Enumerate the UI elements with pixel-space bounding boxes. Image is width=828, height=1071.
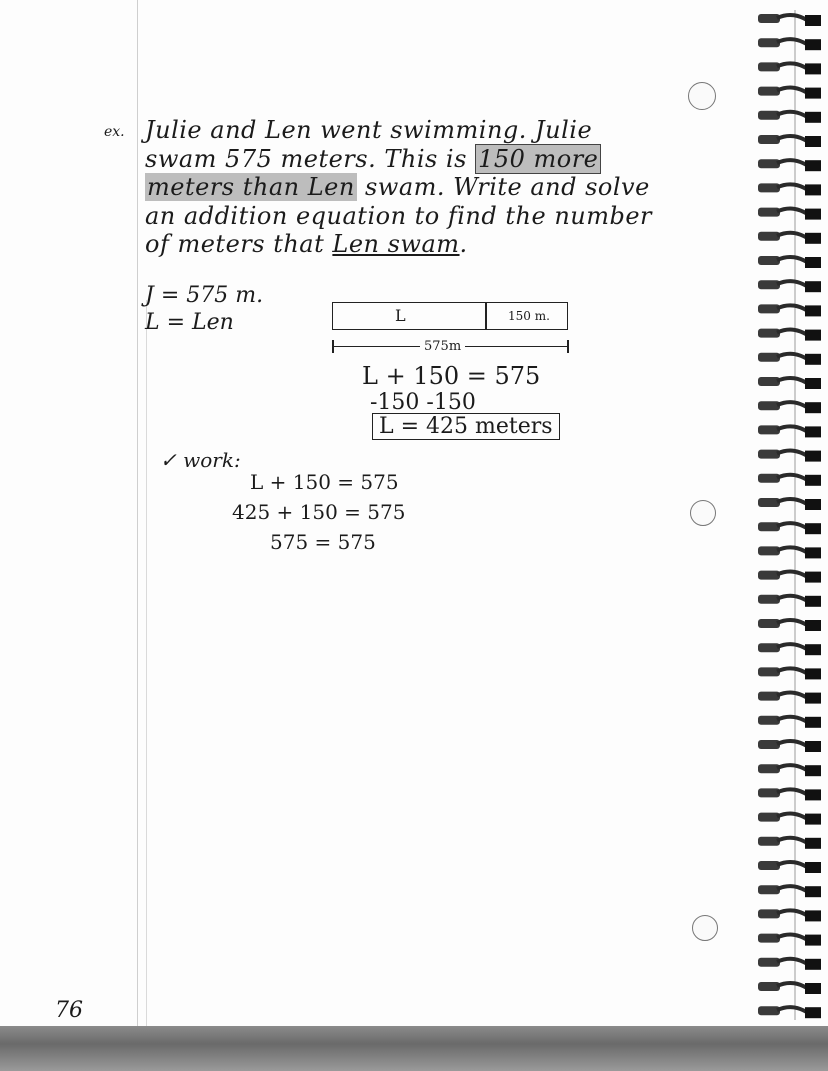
spiral-coil (758, 595, 821, 607)
spiral-wire (777, 959, 807, 964)
spiral-coil (758, 87, 821, 99)
spiral-hole (758, 329, 780, 338)
spiral-wire (777, 378, 807, 383)
spiral-loop (805, 765, 821, 776)
spiral-coil (758, 788, 821, 800)
spiral-loop (805, 789, 821, 800)
spiral-wire (777, 184, 807, 189)
spiral-loop (805, 257, 821, 268)
spiral-loop (805, 233, 821, 244)
spiral-coil (758, 498, 821, 510)
spiral-hole (758, 280, 780, 289)
spiral-hole (758, 909, 780, 918)
problem-line-5 (145, 232, 468, 256)
problem-line-5-end: . (459, 230, 468, 258)
spiral-wire (777, 426, 807, 431)
spiral-coil (758, 861, 821, 873)
spiral-wire (777, 451, 807, 456)
solution-subtract-step: -150 -150 (370, 390, 476, 415)
spiral-loop (805, 547, 821, 558)
spiral-hole (758, 256, 780, 265)
spiral-hole (758, 1006, 780, 1015)
spiral-loop (805, 39, 821, 50)
spiral-coil (758, 474, 821, 486)
spiral-loop (805, 814, 821, 825)
spiral-loop (805, 15, 821, 26)
spiral-wire (777, 112, 807, 117)
spiral-coil (758, 1006, 821, 1018)
spiral-coil (758, 135, 821, 147)
spiral-hole (758, 450, 780, 459)
spiral-loop (805, 838, 821, 849)
spiral-loop (805, 596, 821, 607)
tape-total-label: 575m (420, 340, 465, 353)
spiral-wire (777, 668, 807, 673)
spiral-coil (758, 111, 821, 123)
spiral-coil (758, 982, 821, 994)
definition-l: L = Len (145, 310, 234, 335)
spiral-hole (758, 62, 780, 71)
spiral-hole (758, 377, 780, 386)
spiral-hole (758, 183, 780, 192)
spiral-loop (805, 112, 821, 123)
example-label: ex. (104, 124, 125, 140)
spiral-wire (777, 693, 807, 698)
spiral-hole (758, 87, 780, 96)
spiral-hole (758, 788, 780, 797)
spiral-coil (758, 764, 821, 776)
spiral-wire (777, 160, 807, 165)
spiral-coil (758, 934, 821, 946)
spiral-coil (758, 377, 821, 389)
solution-answer-row (372, 416, 560, 438)
spiral-hole (758, 38, 780, 47)
spiral-wire (777, 886, 807, 891)
spiral-wire (777, 233, 807, 238)
spiral-coil (758, 280, 821, 292)
spiral-wire (777, 281, 807, 286)
check-line-1: L + 150 = 575 (250, 470, 399, 494)
spiral-hole (758, 643, 780, 652)
spiral-coil (758, 208, 821, 220)
problem-line-5-text: of meters that (145, 230, 333, 258)
spiral-loop (805, 862, 821, 873)
spiral-wire (777, 402, 807, 407)
spiral-hole (758, 885, 780, 894)
spiral-wire (777, 644, 807, 649)
spiral-loop (805, 330, 821, 341)
spiral-loop (805, 209, 821, 220)
spiral-hole (758, 837, 780, 846)
spiral-coil (758, 619, 821, 631)
spiral-coil (758, 692, 821, 704)
spiral-wire (777, 354, 807, 359)
spiral-binding (755, 0, 828, 1040)
spiral-coil (758, 353, 821, 365)
spiral-wire (777, 209, 807, 214)
spiral-coil (758, 62, 821, 74)
spiral-loop (805, 354, 821, 365)
spiral-wire (777, 983, 807, 988)
spiral-wire (777, 63, 807, 68)
definition-j: J = 575 m. (145, 283, 264, 308)
page-margin-line (137, 0, 138, 1040)
spiral-coil (758, 522, 821, 534)
underlined-len-swam: Len swam (332, 230, 460, 258)
check-heading: ✓ work: (160, 448, 241, 472)
solution-answer-box: L = 425 meters (372, 413, 560, 440)
spiral-loop (805, 693, 821, 704)
spiral-hole (758, 522, 780, 531)
spiral-wire (777, 596, 807, 601)
spiral-loop (805, 717, 821, 728)
spiral-wire (777, 136, 807, 141)
spiral-hole (758, 595, 780, 604)
spiral-loop (805, 426, 821, 437)
spiral-wire (777, 935, 807, 940)
spiral-coil (758, 958, 821, 970)
spiral-hole (758, 619, 780, 628)
spiral-loop (805, 451, 821, 462)
spiral-loop (805, 499, 821, 510)
spiral-coil (758, 643, 821, 655)
spiral-coil (758, 716, 821, 728)
page-number: 76 (55, 998, 83, 1023)
spiral-coil (758, 909, 821, 921)
spiral-hole (758, 934, 780, 943)
spiral-coil (758, 450, 821, 462)
tape-diagram (332, 302, 568, 330)
problem-line-1: Julie and Len went swimming. Julie (145, 116, 593, 144)
spiral-hole (758, 232, 780, 241)
spiral-coil (758, 329, 821, 341)
spiral-coil (758, 837, 821, 849)
spiral-hole (758, 958, 780, 967)
spiral-loop (805, 523, 821, 534)
spiral-hole (758, 813, 780, 822)
spiral-hole (758, 304, 780, 313)
spiral-coil (758, 14, 821, 26)
spiral-wire (777, 620, 807, 625)
spiral-loop (805, 305, 821, 316)
spiral-loop (805, 402, 821, 413)
spiral-hole (758, 546, 780, 555)
spiral-loop (805, 475, 821, 486)
spiral-coil (758, 304, 821, 316)
spiral-hole (758, 571, 780, 580)
spiral-hole (758, 474, 780, 483)
problem-line-2 (145, 147, 601, 171)
spiral-hole (758, 401, 780, 410)
spiral-wire (777, 741, 807, 746)
punch-hole-middle (690, 500, 716, 526)
spiral-loop (805, 668, 821, 679)
spiral-wire (777, 330, 807, 335)
spiral-coil (758, 813, 821, 825)
spiral-coil (758, 740, 821, 752)
tape-part-known: 150 m. (508, 309, 550, 323)
spiral-loop (805, 88, 821, 99)
punch-hole-bottom (692, 915, 718, 941)
spiral-hole (758, 208, 780, 217)
spiral-wire (777, 523, 807, 528)
spiral-wire (777, 572, 807, 577)
spiral-wire (777, 39, 807, 44)
spiral-coil (758, 546, 821, 558)
spiral-hole (758, 111, 780, 120)
spiral-coil (758, 256, 821, 268)
spiral-coil (758, 159, 821, 171)
spiral-loop (805, 1007, 821, 1018)
spiral-coil (758, 885, 821, 897)
problem-line-3-text: swam. Write and solve (356, 173, 650, 201)
punch-hole-top (688, 82, 716, 110)
spiral-wire (777, 88, 807, 93)
spiral-wire (777, 862, 807, 867)
spiral-hole (758, 861, 780, 870)
spiral-wire (777, 475, 807, 480)
spiral-hole (758, 982, 780, 991)
problem-line-2-text: swam 575 meters. This is (145, 145, 476, 173)
spiral-hole (758, 716, 780, 725)
spiral-wire (777, 1007, 807, 1012)
spiral-loop (805, 184, 821, 195)
highlight-meters-than-len: meters than Len (147, 173, 355, 201)
spiral-loop (805, 983, 821, 994)
spiral-loop (805, 572, 821, 583)
tape-part-unknown: L (395, 306, 406, 325)
spiral-loop (805, 160, 821, 171)
check-line-2: 425 + 150 = 575 (232, 500, 406, 524)
spiral-hole (758, 135, 780, 144)
spiral-loop (805, 935, 821, 946)
spiral-loop (805, 378, 821, 389)
spiral-hole (758, 425, 780, 434)
spiral-hole (758, 159, 780, 168)
check-line-3: 575 = 575 (270, 530, 376, 554)
spiral-loop (805, 959, 821, 970)
spiral-coil (758, 232, 821, 244)
spiral-loop (805, 281, 821, 292)
spiral-hole (758, 353, 780, 362)
spiral-wire (777, 547, 807, 552)
spiral-loop (805, 620, 821, 631)
spiral-coil (758, 183, 821, 195)
spiral-loop (805, 136, 821, 147)
problem-line-3 (145, 175, 650, 199)
spiral-loop (805, 886, 821, 897)
spiral-wire (777, 305, 807, 310)
spiral-loop (805, 910, 821, 921)
spiral-loop (805, 63, 821, 74)
spiral-wire (777, 789, 807, 794)
spiral-wire (777, 717, 807, 722)
spiral-hole (758, 740, 780, 749)
problem-line-4: an addition equation to find the number (145, 202, 653, 230)
spiral-wire (777, 765, 807, 770)
spiral-wire (777, 15, 807, 20)
spiral-wire (777, 910, 807, 915)
spiral-hole (758, 498, 780, 507)
total-span-tick-left (332, 340, 334, 353)
spiral-coil (758, 667, 821, 679)
spiral-hole (758, 14, 780, 23)
highlight-150-more: 150 more (475, 144, 601, 174)
spiral-wire (777, 838, 807, 843)
spiral-hole (758, 667, 780, 676)
page-margin-line-lower (146, 300, 147, 1040)
total-span-tick-right (567, 340, 569, 353)
spiral-coil (758, 571, 821, 583)
spiral-coil (758, 38, 821, 50)
spiral-coil (758, 425, 821, 437)
spiral-hole (758, 764, 780, 773)
spiral-wire (777, 499, 807, 504)
scan-bottom-edge (0, 1026, 828, 1071)
spiral-hole (758, 692, 780, 701)
spiral-loop (805, 741, 821, 752)
spiral-wire (777, 814, 807, 819)
solution-equation: L + 150 = 575 (362, 362, 541, 390)
tape-divider (485, 302, 487, 330)
spiral-loop (805, 644, 821, 655)
spiral-wire (777, 257, 807, 262)
spiral-coil (758, 401, 821, 413)
